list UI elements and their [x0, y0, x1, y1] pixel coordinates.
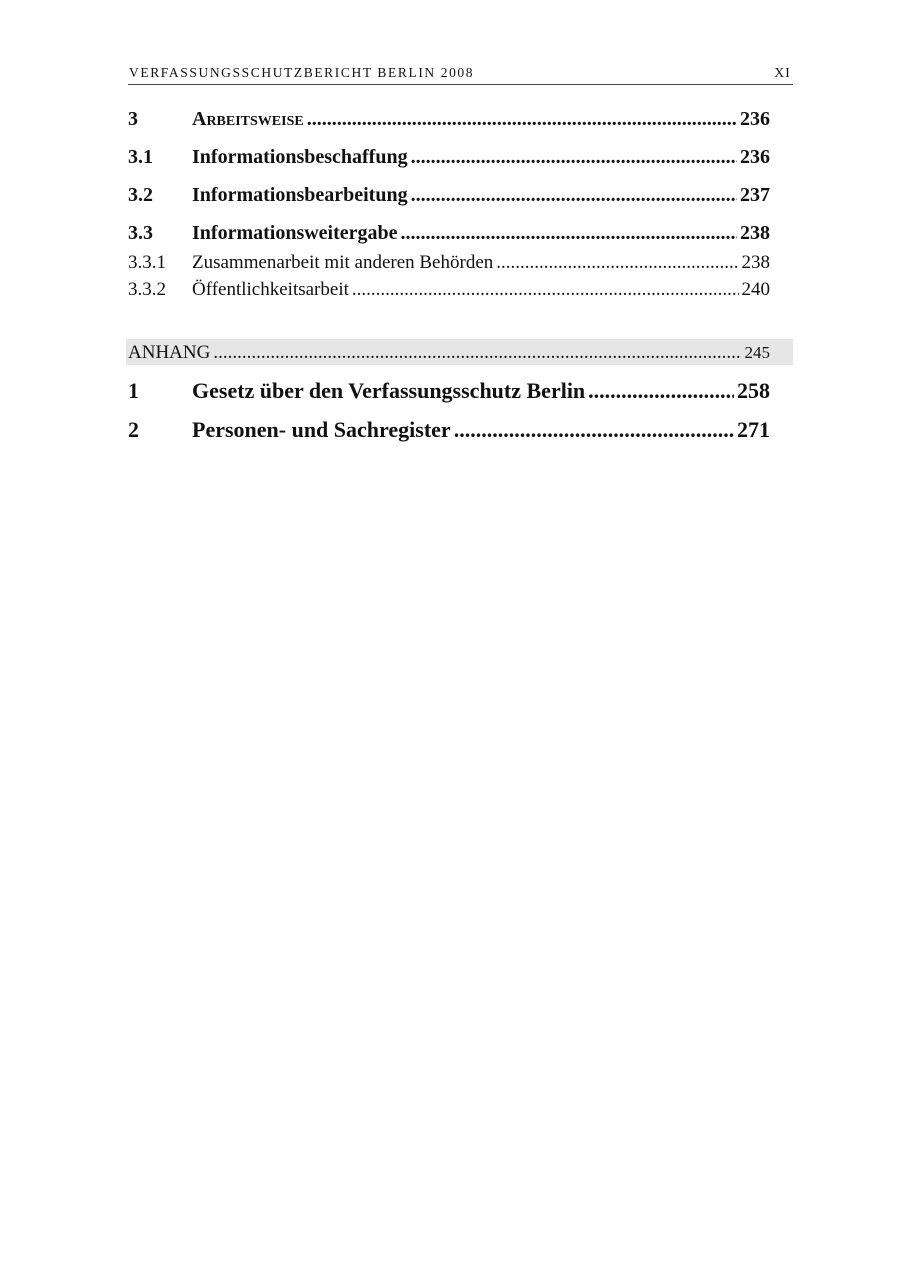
running-title: VERFASSUNGSSCHUTZBERICHT BERLIN 2008 — [129, 65, 475, 80]
toc-entry-title: Personen- und Sachregister — [192, 417, 451, 442]
toc-entry-page: 245 — [744, 343, 770, 362]
toc-entry-page: 271 — [737, 417, 770, 442]
toc-appendix-entry-1 — [128, 378, 793, 404]
leader-dots — [352, 279, 739, 301]
leader-dots — [496, 252, 738, 274]
toc-entry-title: Gesetz über den Verfassungsschutz Berlin — [192, 378, 586, 403]
leader-dots — [411, 146, 737, 169]
toc-entry-number: 3.2 — [128, 184, 153, 206]
leader-dots — [411, 184, 737, 207]
leader-dots — [588, 378, 734, 404]
leader-dots — [307, 108, 737, 131]
toc-entry-title: Informationsbearbeitung — [192, 184, 408, 206]
toc-entry-title: Informationsbeschaffung — [192, 146, 408, 168]
toc-entry-number: 3 — [128, 108, 138, 130]
toc-entry-3-1 — [128, 146, 793, 169]
toc-entry-3-3-2 — [128, 279, 793, 301]
toc-entry-title: Zusammenarbeit mit anderen Behörden — [192, 252, 494, 273]
toc-entry-page: 237 — [740, 184, 770, 206]
toc-appendix-heading — [128, 342, 793, 364]
toc-entry-page: 236 — [740, 146, 770, 168]
toc-entry-page: 238 — [740, 222, 770, 244]
toc-entry-title: ANHANG — [128, 342, 211, 363]
page-header — [128, 62, 793, 85]
toc-entry-page: 236 — [740, 108, 770, 130]
toc-entry-number: 3.3.1 — [128, 252, 166, 273]
toc-entry-number: 1 — [128, 378, 139, 403]
toc-appendix-entry-2 — [128, 417, 793, 443]
leader-dots — [213, 342, 741, 364]
toc-entry-3-3-1 — [128, 252, 793, 274]
toc-entry-title: Öffentlichkeitsarbeit — [192, 279, 349, 300]
toc-entry-3-2 — [128, 184, 793, 207]
page-number: XI — [774, 65, 791, 80]
toc-entry-page: 240 — [741, 279, 770, 300]
toc-entry-page: 238 — [741, 252, 770, 273]
leader-dots — [454, 417, 734, 443]
toc-entry-number: 3.3 — [128, 222, 153, 244]
toc-entry-3-3 — [128, 222, 793, 245]
toc-entry-title: Arbeitsweise — [192, 108, 304, 130]
toc-entry-number: 3.3.2 — [128, 279, 166, 300]
leader-dots — [401, 222, 737, 245]
toc-entry-title: Informationsweitergabe — [192, 222, 398, 244]
toc-entry-number: 3.1 — [128, 146, 153, 168]
toc-entry-3 — [128, 108, 793, 131]
toc-entry-number: 2 — [128, 417, 139, 442]
toc-entry-page: 258 — [737, 378, 770, 403]
